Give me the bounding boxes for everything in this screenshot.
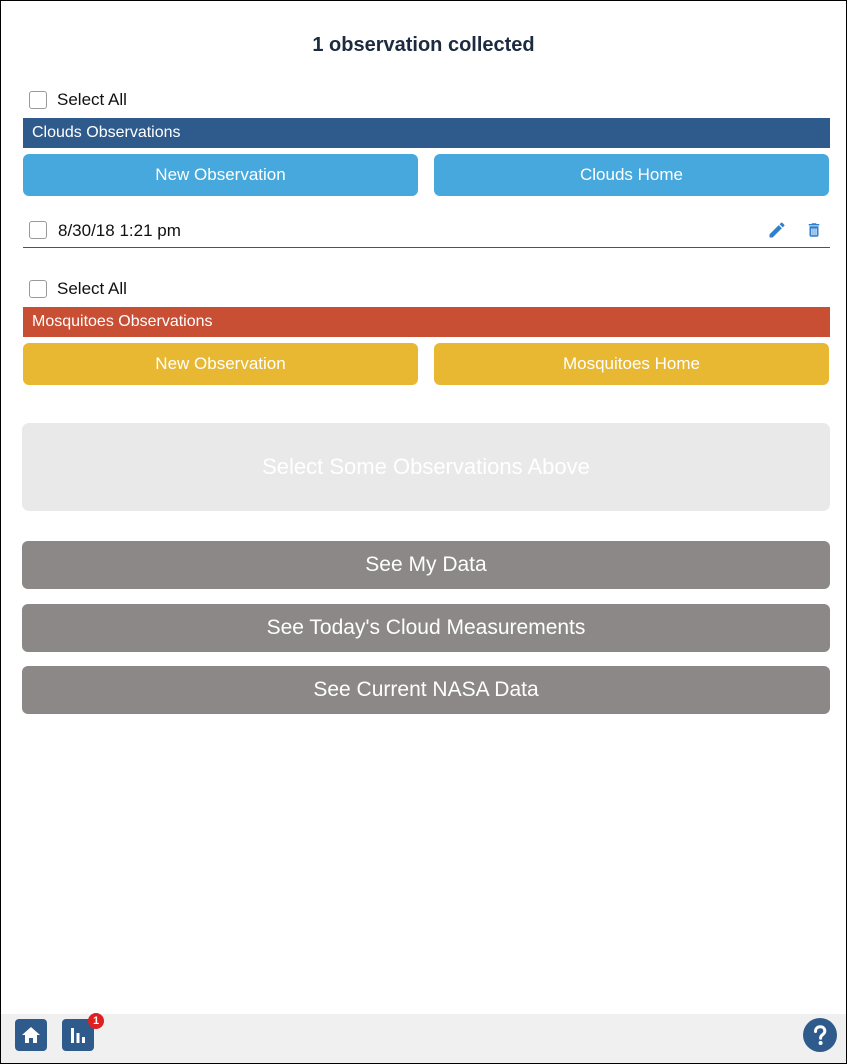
trash-icon[interactable] (805, 220, 823, 240)
observation-date: 8/30/18 1:21 pm (58, 221, 181, 240)
mosquitoes-observations-header: Mosquitoes Observations (23, 307, 830, 337)
see-my-data-button[interactable]: See My Data (22, 541, 830, 589)
see-nasa-data-button[interactable]: See Current NASA Data (22, 666, 830, 714)
home-button[interactable] (15, 1019, 47, 1051)
submit-observations-button[interactable]: Select Some Observations Above (22, 423, 830, 511)
clouds-select-all[interactable] (29, 90, 127, 110)
observation-count-badge: 1 (88, 1013, 104, 1029)
see-cloud-measurements-button[interactable]: See Today's Cloud Measurements (22, 604, 830, 652)
observation-row[interactable] (23, 212, 830, 248)
page-title: 1 observation collected (312, 34, 535, 56)
clouds-select-all-checkbox[interactable] (29, 91, 47, 109)
home-icon (15, 1019, 47, 1051)
clouds-new-observation-button[interactable]: New Observation (23, 154, 418, 196)
mosquitoes-select-all-label: Select All (57, 279, 127, 298)
mosquitoes-new-observation-button[interactable]: New Observation (23, 343, 418, 385)
help-button[interactable] (803, 1018, 837, 1052)
clouds-observations-header: Clouds Observations (23, 118, 830, 148)
footer-bar (1, 1014, 846, 1063)
clouds-select-all-label: Select All (57, 90, 127, 109)
question-mark-icon (803, 1018, 837, 1052)
mosquitoes-home-button[interactable]: Mosquitoes Home (434, 343, 829, 385)
mosquitoes-select-all[interactable] (29, 279, 127, 299)
mosquitoes-select-all-checkbox[interactable] (29, 280, 47, 298)
edit-pencil-icon[interactable] (767, 220, 787, 240)
clouds-home-button[interactable]: Clouds Home (434, 154, 829, 196)
observation-checkbox[interactable] (29, 221, 47, 239)
